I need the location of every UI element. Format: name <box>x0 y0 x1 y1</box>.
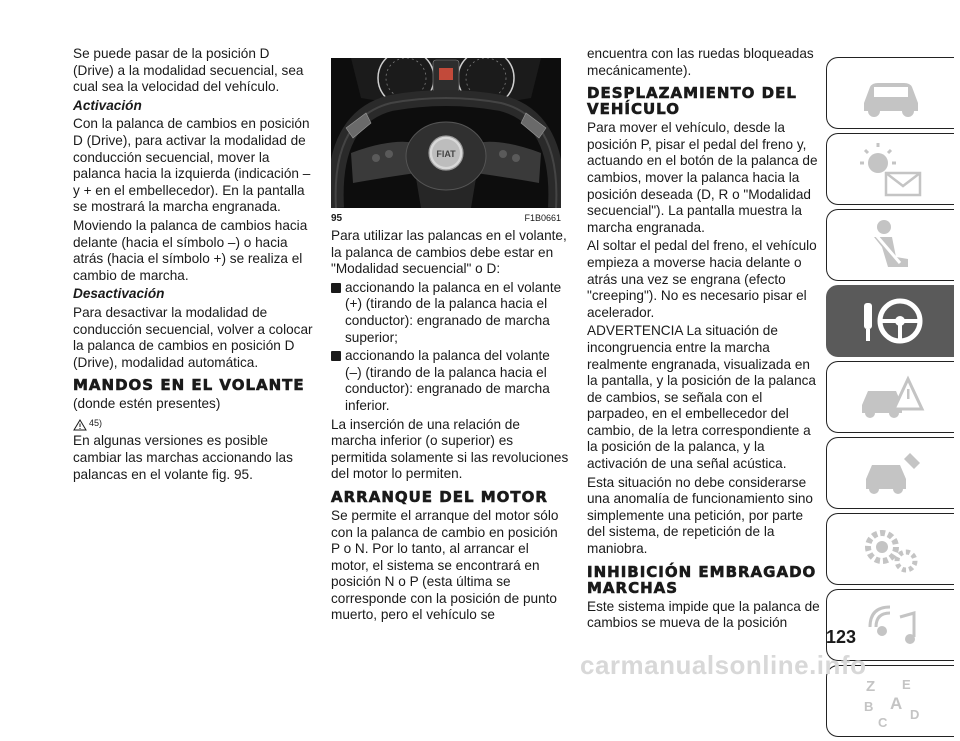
subheading-activacion: Activación <box>73 97 142 113</box>
figure-code: F1B0661 <box>524 213 561 223</box>
paragraph: Para desactivar la modalidad de conducción secuencial, volver a colocar la palanca de cambios en posición D (Drive), modalidad automática. <box>73 304 313 370</box>
index-letter: E <box>901 677 911 692</box>
paragraph: Se permite el arranque del motor sólo con la palanca de cambio en posición P o N. Por lo tanto, al arrancar el motor, el sistema se encontrará en posición N o P (esta última se corresponde con la posición de punto muerto, pero el vehículo se <box>331 507 559 623</box>
index-letter: A <box>889 694 902 713</box>
index-letter: C <box>877 715 887 729</box>
index-letter: Z <box>865 678 875 695</box>
list-item <box>331 280 569 346</box>
column-3 <box>587 46 822 634</box>
bullet-square-icon <box>331 351 341 361</box>
tab-lights-warnings[interactable] <box>826 133 954 205</box>
steering-key-icon <box>856 293 926 349</box>
heading-desplazamiento: DESPLAZAMIENTO DEL VEHÍCULO <box>587 84 797 119</box>
list-item <box>331 348 569 414</box>
subheading-desactivacion: Desactivación <box>73 286 165 302</box>
multimedia-icon <box>856 597 926 653</box>
figure-number: 95 <box>331 213 343 224</box>
lights-warning-icon <box>856 141 926 197</box>
steering-wheel-image <box>331 58 561 208</box>
gears-icon <box>856 521 926 577</box>
car-dashboard-icon <box>856 65 926 121</box>
emergency-car-icon <box>856 369 926 425</box>
tab-maintenance[interactable] <box>826 437 954 509</box>
list-item-text: accionando la palanca del volante (–) (tirando de la palanca hacia el conductor): engranado de marcha inferior. <box>345 348 550 413</box>
paragraph: ADVERTENCIA La situación de incongruencia entre la marcha realmente engranada, visualizada en la pantalla, y la posición de la palanca de cambios, se señala con el parpadeo, en el embellecedor del cambio, de la letra correspondiente a la posición de la palanca, y la activación de una señal acústica. <box>587 323 816 472</box>
paragraph: Al soltar el pedal del freno, el vehículo empieza a moverse hacia delante o atrás una vez se engrana (efecto "creeping"). No es necesario pisar el acelerador. <box>587 238 817 320</box>
paragraph: Con la palanca de cambios en posición D (Drive), para activar la modalidad de conducción secuencial, mover la palanca hacia la izquierda (indicación – y + en el embellecedor). En la pantalla se mostrará la marcha engranada. <box>73 116 311 215</box>
index-letters-icon <box>856 673 926 729</box>
paragraph: encuentra con las ruedas bloqueadas mecánicamente). <box>587 46 814 78</box>
fiat-logo: FIAT <box>436 149 456 159</box>
page-number: 123 <box>826 627 857 647</box>
heading-mandos-volante: MANDOS EN EL VOLANTE <box>73 376 305 395</box>
watermark: carmanualsonline.info <box>580 650 867 680</box>
paragraph: La inserción de una relación de marcha inferior (o superior) es permitida solamente si las revoluciones del motor lo permiten. <box>331 416 569 482</box>
paragraph: Este sistema impide que la palanca de cambios se mueva de la posición <box>587 598 820 631</box>
tab-technical-data[interactable] <box>826 513 954 585</box>
paragraph: Para mover el vehículo, desde la posición P, pisar el pedal del freno y, actuando en el botón de la palanca de cambios, mover la palanca hacia la posición deseada (D, R o "Modalidad secuencial"). La pantalla muestra la marcha engranada. <box>587 120 818 235</box>
paragraph: Se puede pasar de la posición D (Drive) a la modalidad secuencial, sea cual sea la velocidad del vehículo. <box>73 46 304 95</box>
steering-wheel-figure <box>331 58 561 208</box>
bullet-square-icon <box>331 283 341 293</box>
index-letter: D <box>909 707 919 722</box>
heading-inhibicion: INHIBICIÓN EMBRAGADO MARCHAS <box>587 562 817 597</box>
index-letter: B <box>863 699 873 714</box>
tab-starting-driving[interactable] <box>826 285 954 357</box>
column-2 <box>331 228 569 626</box>
seat-safety-icon <box>856 217 926 273</box>
tab-dashboard[interactable] <box>826 57 954 129</box>
heading-arranque-motor: ARRANQUE DEL MOTOR <box>331 487 548 506</box>
warning-triangle-icon <box>73 419 87 431</box>
paragraph: Moviendo la palanca de cambios hacia delante (hacia el símbolo –) o hacia atrás (hacia el símbolo +) se realiza el cambio de marcha. <box>73 217 308 283</box>
tab-safety[interactable] <box>826 209 954 281</box>
warning-reference[interactable] <box>73 415 313 432</box>
list-item-text: accionando la palanca en el volante (+) (tirando de la palanca hacia el conductor): engranado de marcha superior; <box>345 279 562 345</box>
paragraph: Esta situación no debe considerarse una anomalía de funcionamiento sino simplemente una petición, por parte del sistema, de repetición de la maniobra. <box>587 474 813 557</box>
paragraph: (donde estén presentes) <box>73 396 221 412</box>
paragraph: Para utilizar las palancas en el volante, la palanca de cambios debe estar en "Modalidad secuencial" o D: <box>331 228 567 277</box>
tab-emergency[interactable] <box>826 361 954 433</box>
warning-ref-number: 45) <box>89 417 103 428</box>
paragraph: En algunas versiones es posible cambiar las marchas accionando las palancas en el volante fig. 95. <box>73 433 293 482</box>
maintenance-icon <box>856 445 926 501</box>
figure-caption <box>331 213 561 224</box>
column-1 <box>73 46 313 485</box>
